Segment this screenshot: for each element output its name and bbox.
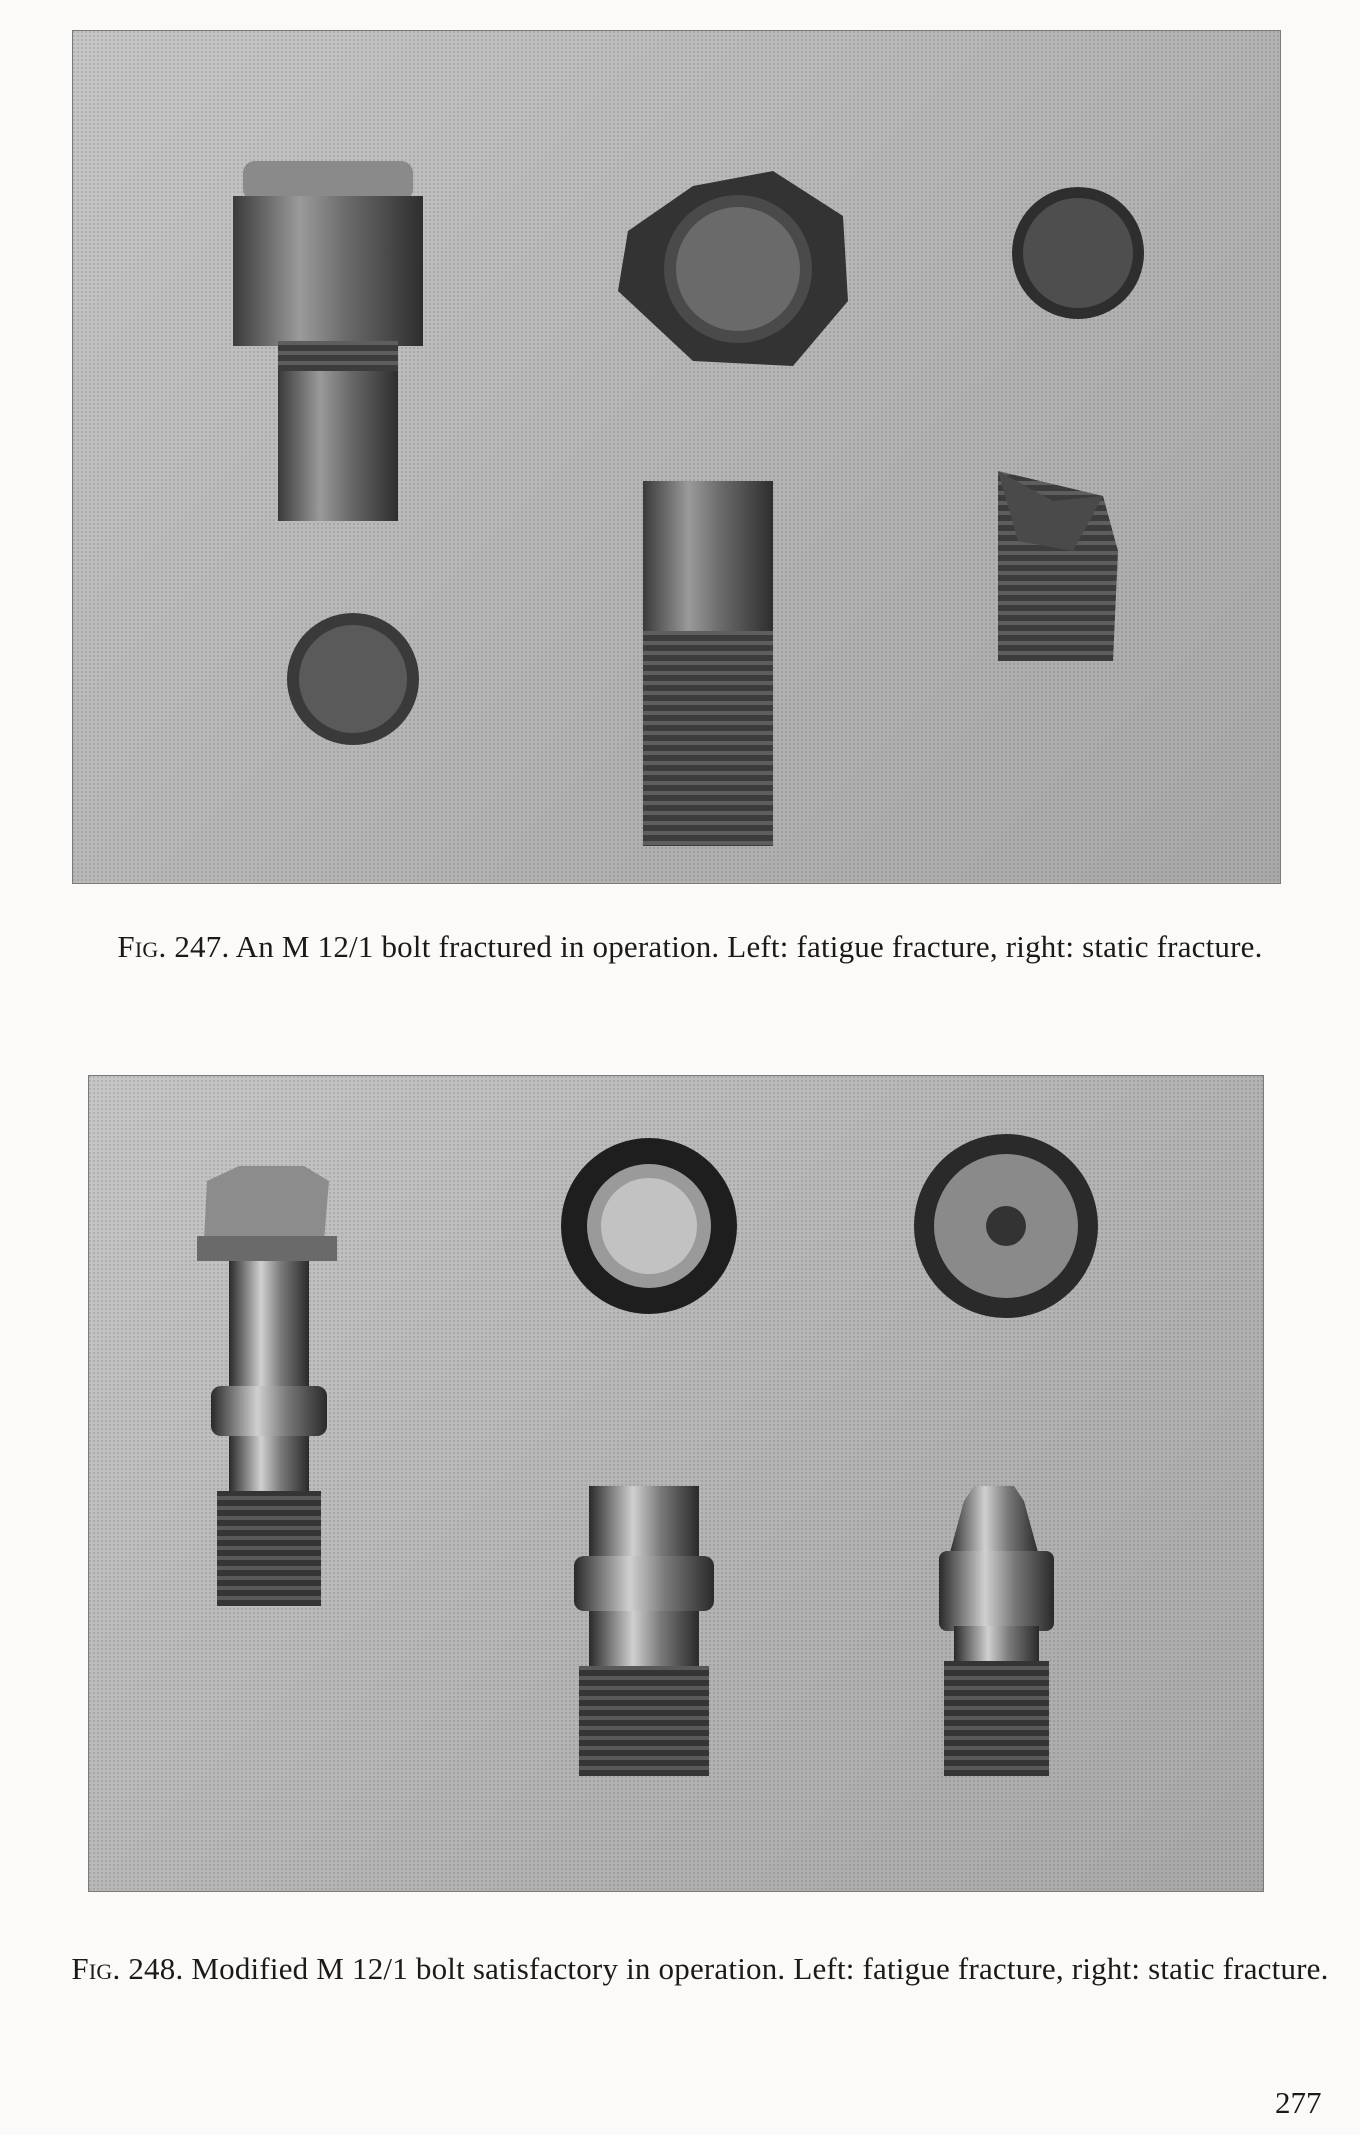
fractured-bolt-photo bbox=[73, 31, 1280, 883]
figure-248-label: Fig. 248. bbox=[71, 1951, 184, 1986]
figure-247-label: Fig. 247. bbox=[117, 929, 230, 964]
figure-248-caption bbox=[70, 1950, 1330, 1988]
figure-247-photo bbox=[72, 30, 1281, 884]
shank-middle-248 bbox=[574, 1486, 714, 1776]
page-number: 277 bbox=[1275, 2085, 1322, 2120]
figure-247-caption bbox=[60, 928, 1320, 966]
modified-bolt-photo bbox=[89, 1076, 1263, 1891]
bolt-left-248 bbox=[197, 1166, 337, 1606]
figure-247-caption-text: An M 12/1 bolt fractured in operation. Left: fatigue fracture, right: static fracture. bbox=[235, 929, 1263, 964]
shank-right-248 bbox=[939, 1486, 1054, 1776]
figure-248-caption-text: Modified M 12/1 bolt satisfactory in operation. Left: fatigue fracture, right: static fracture. bbox=[191, 1951, 1329, 1986]
bolt-left-247 bbox=[233, 161, 423, 521]
figure-248-photo bbox=[88, 1075, 1264, 1892]
